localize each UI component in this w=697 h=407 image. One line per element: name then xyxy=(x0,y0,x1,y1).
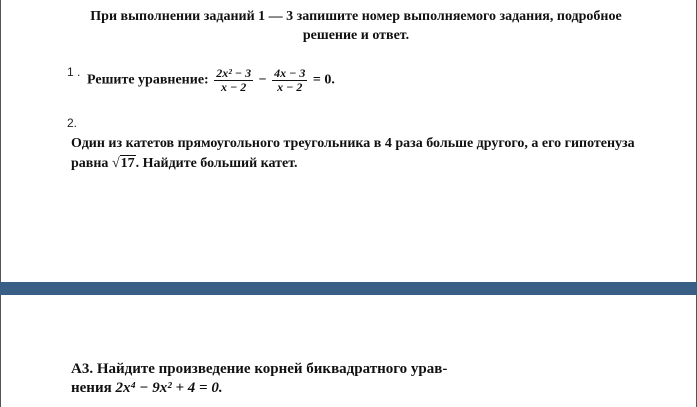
minus-sign: − xyxy=(258,72,267,88)
fraction-1 xyxy=(214,67,253,94)
task-2-text xyxy=(71,134,671,174)
task-2-number: 2. xyxy=(67,116,78,130)
task-2-line-2-suffix: . Найдите больший катет. xyxy=(135,156,298,171)
radicand: 17 xyxy=(120,156,135,171)
sqrt-sign: √ xyxy=(111,156,120,171)
task-3-line-1-text: Найдите произведение корней биквадратного урав- xyxy=(96,361,448,377)
task-3-line-2-prefix: нения xyxy=(71,380,112,396)
fraction-1-numerator: 2x² − 3 xyxy=(216,66,252,80)
task-3-line-1 xyxy=(71,360,491,379)
fraction-1-denominator: x − 2 xyxy=(221,80,247,94)
task-2-line-2-prefix: равна xyxy=(71,156,109,171)
page-separator xyxy=(0,282,697,295)
task-1-text xyxy=(87,67,335,94)
task-3-line-2 xyxy=(71,379,491,398)
equation-rhs: = 0. xyxy=(312,72,335,88)
header-line-1: При выполнении заданий 1 — 3 запишите номер выполняемого задания, подробное xyxy=(90,9,622,24)
instructions-header xyxy=(61,7,651,45)
task-3-label: А3. xyxy=(71,361,94,377)
task-2-line-2 xyxy=(71,154,671,174)
task-1-prompt: Решите уравнение: xyxy=(87,72,209,88)
sqrt-expression xyxy=(112,155,136,171)
header-line-2: решение и ответ. xyxy=(302,28,410,43)
task-3-text xyxy=(71,360,491,398)
task-2-line-1: Один из катетов прямоугольного треугольника в 4 раза больше другого, а его гипотенуза xyxy=(71,136,635,151)
fraction-2-denominator: x − 2 xyxy=(277,80,303,94)
fraction-2 xyxy=(272,67,307,94)
page-bottom xyxy=(0,295,697,407)
fraction-2-numerator: 4x − 3 xyxy=(274,66,306,80)
task-1-number: 1 . xyxy=(67,65,81,79)
task-3-equation: 2x⁴ − 9x² + 4 = 0. xyxy=(115,380,223,396)
